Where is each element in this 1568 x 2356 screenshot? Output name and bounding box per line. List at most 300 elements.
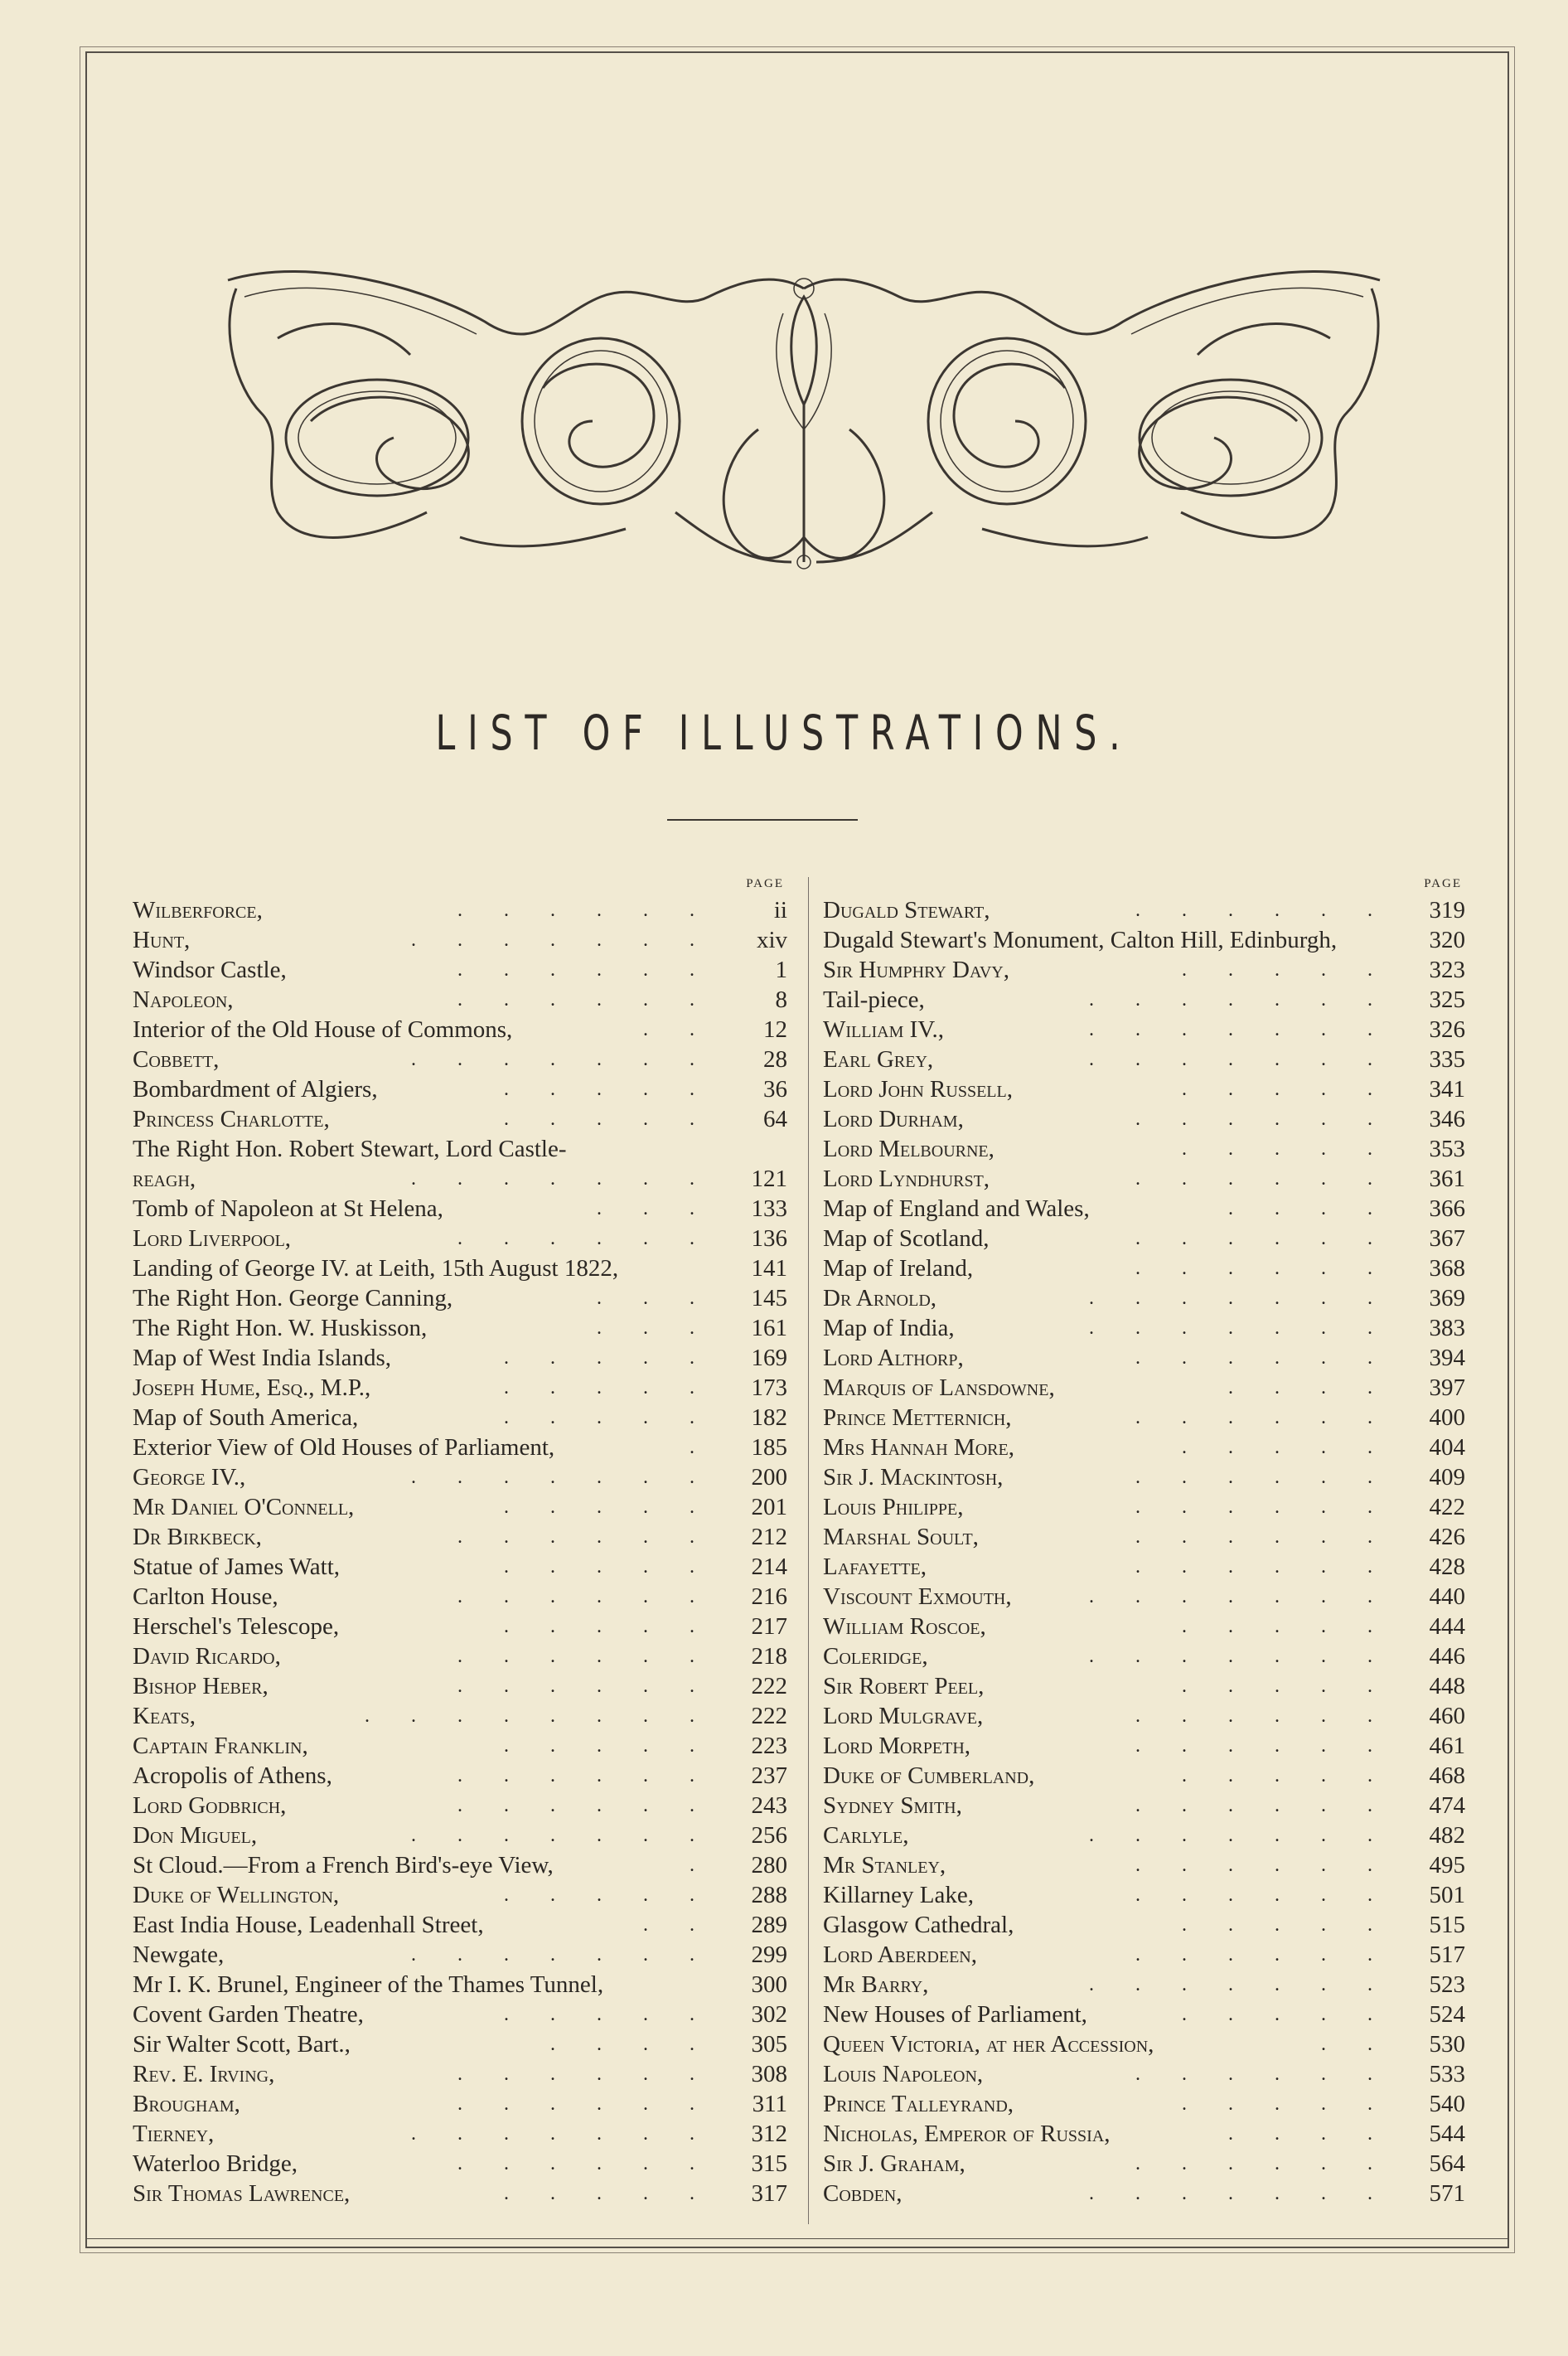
entry-title: Don Miguel, <box>133 1822 258 1849</box>
entry-title: reagh, <box>133 1166 196 1192</box>
entry-page-number: 173 <box>751 1374 787 1401</box>
illustration-entry <box>133 1224 787 1253</box>
entry-title: Mr Stanley, <box>823 1852 946 1878</box>
entry-leader-dots: . . . . . <box>1182 1616 1391 1637</box>
entry-title: Map of South America, <box>133 1404 359 1431</box>
entry-page-number: 133 <box>751 1195 787 1222</box>
illustration-entry <box>133 2179 787 2208</box>
entry-leader-dots: . . . . . . . <box>411 1049 713 1070</box>
entry-page-number: 325 <box>1429 987 1465 1013</box>
illustration-entry <box>823 1910 1465 1940</box>
illustration-entry <box>823 1761 1465 1791</box>
entry-page-number: 468 <box>1429 1762 1465 1789</box>
entry-title: Landing of George IV. at Leith, 15th August 1822, <box>133 1255 619 1282</box>
entry-leader-dots: . . <box>643 1019 713 1040</box>
entry-page-number: 145 <box>751 1285 787 1311</box>
entry-title: Lord Althorp, <box>823 1345 964 1371</box>
entry-title: Mr Daniel O'Connell, <box>133 1494 355 1520</box>
illustration-entry <box>823 1164 1465 1194</box>
page-column-header: PAGE <box>746 877 784 890</box>
illustration-entry <box>133 2000 787 2029</box>
entry-title: Windsor Castle, <box>133 957 287 983</box>
illustration-entry <box>823 1552 1465 1582</box>
illustration-entry <box>823 1313 1465 1343</box>
illustration-entry <box>133 1403 787 1433</box>
entry-title: Joseph Hume, Esq., M.P., <box>133 1374 371 1401</box>
entry-page-number: 501 <box>1429 1882 1465 1908</box>
entry-title: Covent Garden Theatre, <box>133 2001 364 2028</box>
entry-leader-dots: . . . . . . . <box>1089 1974 1391 1995</box>
entry-page-number: 319 <box>1429 897 1465 923</box>
entry-page-number: 533 <box>1429 2061 1465 2087</box>
entry-leader-dots: . . . . . . . <box>411 1168 713 1190</box>
entry-page-number: 237 <box>751 1762 787 1789</box>
entry-leader-dots: . . . . . . . . <box>365 1705 713 1727</box>
entry-page-number: 383 <box>1429 1315 1465 1341</box>
illustration-entry <box>133 1970 787 2000</box>
entry-title: Dugald Stewart, <box>823 897 990 923</box>
illustration-entry <box>823 1283 1465 1313</box>
entry-page-number: 141 <box>751 1255 787 1282</box>
entry-title: Marquis of Lansdowne, <box>823 1374 1055 1401</box>
entry-leader-dots: . . . . . <box>1182 1914 1391 1936</box>
illustration-entry <box>823 1403 1465 1433</box>
entry-leader-dots: . . . . . <box>1182 1675 1391 1697</box>
illustration-entry <box>823 1970 1465 2000</box>
illustration-entry <box>133 1940 787 1970</box>
entry-leader-dots: . . . . . . . <box>1089 1646 1391 1667</box>
illustration-entry <box>823 1074 1465 1104</box>
entry-page-number: 515 <box>1429 1912 1465 1938</box>
illustration-entry <box>823 2179 1465 2208</box>
entry-title: Cobbett, <box>133 1046 220 1073</box>
entry-page-number: 368 <box>1429 1255 1465 1282</box>
entry-leader-dots: . . . . . <box>1182 1765 1391 1786</box>
entry-page-number: 369 <box>1429 1285 1465 1311</box>
entry-page-number: 121 <box>751 1166 787 1192</box>
entry-title: New Houses of Parliament, <box>823 2001 1087 2028</box>
entry-leader-dots: . . . . . . <box>1135 1884 1391 1906</box>
illustration-entry <box>823 925 1465 955</box>
illustration-entry <box>133 1641 787 1671</box>
illustration-entry <box>133 1164 787 1194</box>
entry-leader-dots: . . . . . . <box>457 1228 713 1249</box>
illustration-entry <box>823 985 1465 1015</box>
entry-page-number: 8 <box>775 987 787 1013</box>
entry-page-number: 136 <box>751 1225 787 1252</box>
illustration-entry <box>133 2029 787 2059</box>
entry-leader-dots: . . . . . . . <box>1089 1019 1391 1040</box>
illustration-entry <box>823 1582 1465 1612</box>
entry-title: Louis Philippe, <box>823 1494 964 1520</box>
entry-leader-dots: . . . . . . . <box>1089 1287 1391 1309</box>
entry-page-number: 182 <box>751 1404 787 1431</box>
illustration-entry <box>133 1433 787 1462</box>
illustration-entry <box>823 1045 1465 1074</box>
entry-page-number: 428 <box>1429 1554 1465 1580</box>
column-divider <box>808 877 809 2224</box>
entry-page-number: 305 <box>751 2031 787 2058</box>
entry-leader-dots: . . . . . . <box>457 1795 713 1816</box>
entry-title: William Roscoe, <box>823 1613 986 1640</box>
illustration-entry <box>823 1253 1465 1283</box>
entry-leader-dots: . . . . . . <box>1135 1108 1391 1130</box>
entry-leader-dots: . . . . . . <box>457 2153 713 2174</box>
entry-leader-dots: . . . <box>597 1198 713 1219</box>
entry-title: Wilberforce, <box>133 897 263 923</box>
entry-leader-dots: . . . . . <box>504 1616 713 1637</box>
entry-title: Captain Franklin, <box>133 1733 308 1759</box>
entry-title: Sydney Smith, <box>823 1792 962 1819</box>
page-title: LIST OF ILLUSTRATIONS. <box>435 705 1133 761</box>
entry-leader-dots: . . . . . . . <box>411 929 713 951</box>
entry-leader-dots: . . . . . . <box>1135 1526 1391 1548</box>
entry-title: Herschel's Telescope, <box>133 1613 340 1640</box>
illustration-entry <box>133 2089 787 2119</box>
right-entry-list <box>823 895 1465 2208</box>
entry-leader-dots: . . . <box>597 1317 713 1339</box>
illustration-entry <box>133 1552 787 1582</box>
entry-leader-dots: . . . . . <box>504 1347 713 1369</box>
entry-title: Glasgow Cathedral, <box>823 1912 1014 1938</box>
entry-title: Map of England and Wales, <box>823 1195 1090 1222</box>
entry-page-number: 317 <box>751 2180 787 2207</box>
entry-leader-dots: . . <box>1321 2034 1391 2055</box>
illustration-entry <box>133 1612 787 1641</box>
entry-page-number: 564 <box>1429 2150 1465 2177</box>
illustration-entry <box>823 2149 1465 2179</box>
illustration-entry <box>823 1522 1465 1552</box>
entry-title: Map of India, <box>823 1315 955 1341</box>
illustration-entry <box>823 2089 1465 2119</box>
entry-title: Marshal Soult, <box>823 1524 979 1550</box>
entry-page-number: 400 <box>1429 1404 1465 1431</box>
entry-page-number: 212 <box>751 1524 787 1550</box>
illustration-entry <box>823 1820 1465 1850</box>
entry-leader-dots: . . . . . <box>504 1108 713 1130</box>
entry-leader-dots: . . . . . <box>1182 2004 1391 2025</box>
entry-page-number: 446 <box>1429 1643 1465 1670</box>
entry-title: Exterior View of Old Houses of Parliament, <box>133 1434 555 1461</box>
entry-leader-dots: . . . . . . <box>1135 1258 1391 1279</box>
entry-title: Prince Metternich, <box>823 1404 1012 1431</box>
entry-title: Prince Talleyrand, <box>823 2091 1014 2117</box>
illustration-entry <box>133 1791 787 1820</box>
entry-page-number: 315 <box>751 2150 787 2177</box>
entry-page-number: 256 <box>751 1822 787 1849</box>
illustration-entry <box>823 1224 1465 1253</box>
entry-leader-dots: . . . . . . <box>1135 1735 1391 1757</box>
illustration-entry <box>823 2029 1465 2059</box>
entry-leader-dots: . . . . . . <box>1135 899 1391 921</box>
entry-leader-dots: . . . . . . <box>457 1675 713 1697</box>
entry-page-number: xiv <box>756 927 787 953</box>
illustration-entry <box>823 1850 1465 1880</box>
entry-leader-dots: . . . . . . . <box>411 1944 713 1966</box>
entry-leader-dots: . . . . . . <box>457 1526 713 1548</box>
illustration-entry <box>133 1104 787 1134</box>
entry-title: Brougham, <box>133 2091 240 2117</box>
entry-leader-dots: . . . . . . <box>1135 1168 1391 1190</box>
entry-title: Newgate, <box>133 1942 225 1968</box>
entry-leader-dots: . . . . <box>550 2034 713 2055</box>
entry-title: The Right Hon. W. Huskisson, <box>133 1315 428 1341</box>
entry-page-number: 440 <box>1429 1583 1465 1610</box>
illustration-entry <box>133 1492 787 1522</box>
entry-leader-dots: . . . . <box>1228 2123 1391 2145</box>
illustration-entry <box>823 1880 1465 1910</box>
entry-leader-dots: . . . . . <box>504 1496 713 1518</box>
entry-title: David Ricardo, <box>133 1643 281 1670</box>
illustration-entry <box>823 1462 1465 1492</box>
entry-page-number: 448 <box>1429 1673 1465 1699</box>
entry-leader-dots: . . . . . <box>1182 2093 1391 2115</box>
entry-title: Carlyle, <box>823 1822 909 1849</box>
entry-page-number: 409 <box>1429 1464 1465 1491</box>
entry-title: Map of Ireland, <box>823 1255 974 1282</box>
entry-title: Acropolis of Athens, <box>133 1762 332 1789</box>
illustration-entry <box>133 1910 787 1940</box>
illustration-entry <box>133 1850 787 1880</box>
entry-leader-dots: . . . . . . <box>457 899 713 921</box>
entry-page-number: 12 <box>763 1016 787 1043</box>
illustration-entry <box>823 2000 1465 2029</box>
entry-page-number: ii <box>773 897 787 923</box>
illustration-entry <box>133 895 787 925</box>
entry-page-number: 544 <box>1429 2121 1465 2147</box>
entry-page-number: 280 <box>751 1852 787 1878</box>
entry-leader-dots: . . . . . <box>504 2004 713 2025</box>
entry-page-number: 444 <box>1429 1613 1465 1640</box>
entry-leader-dots: . . . . . . . <box>1089 1586 1391 1607</box>
entry-page-number: 367 <box>1429 1225 1465 1252</box>
entry-page-number: 64 <box>763 1106 787 1132</box>
entry-title: Duke of Wellington, <box>133 1882 340 1908</box>
entry-leader-dots: . . . . . . <box>1135 1556 1391 1578</box>
illustration-entry <box>823 1641 1465 1671</box>
entry-page-number: 218 <box>751 1643 787 1670</box>
entry-page-number: 540 <box>1429 2091 1465 2117</box>
entry-title: Dugald Stewart's Monument, Calton Hill, Edinburgh, <box>823 927 1338 953</box>
entry-title: Louis Napoleon, <box>823 2061 984 2087</box>
entry-title: Bishop Heber, <box>133 1673 269 1699</box>
entry-page-number: 426 <box>1429 1524 1465 1550</box>
entry-page-number: 461 <box>1429 1733 1465 1759</box>
entry-title: Lord Durham, <box>823 1106 964 1132</box>
entry-leader-dots: . . . . . . . <box>1089 1317 1391 1339</box>
illustration-entry <box>823 1015 1465 1045</box>
entry-title: George IV., <box>133 1464 246 1491</box>
entry-page-number: 216 <box>751 1583 787 1610</box>
entry-leader-dots: . . . . . . <box>457 2063 713 2085</box>
decorative-headpiece <box>211 264 1396 579</box>
entry-page-number: 312 <box>751 2121 787 2147</box>
entry-title: Sir J. Graham, <box>823 2150 965 2177</box>
entry-title: Map of West India Islands, <box>133 1345 392 1371</box>
entry-title: Napoleon, <box>133 987 234 1013</box>
illustration-entry <box>823 895 1465 925</box>
illustration-entry <box>823 955 1465 985</box>
entry-page-number: 222 <box>751 1703 787 1729</box>
entry-page-number: 523 <box>1429 1971 1465 1998</box>
illustration-entry <box>823 1373 1465 1403</box>
right-column <box>823 877 1465 2208</box>
entry-page-number: 460 <box>1429 1703 1465 1729</box>
entry-page-number: 288 <box>751 1882 787 1908</box>
entry-title: Sir Humphry Davy, <box>823 957 1009 983</box>
entry-page-number: 524 <box>1429 2001 1465 2028</box>
illustration-entry <box>823 1104 1465 1134</box>
entry-title: St Cloud.—From a French Bird's-eye View, <box>133 1852 554 1878</box>
entry-title: Coleridge, <box>823 1643 928 1670</box>
entry-page-number: 341 <box>1429 1076 1465 1103</box>
entry-title: Map of Scotland, <box>823 1225 990 1252</box>
illustration-entry <box>133 2059 787 2089</box>
illustration-entry <box>133 955 787 985</box>
entry-title: Lord John Russell, <box>823 1076 1013 1103</box>
illustration-entry <box>823 2059 1465 2089</box>
entry-leader-dots: . . . . . <box>1182 1437 1391 1458</box>
entry-page-number: 243 <box>751 1792 787 1819</box>
entry-title: Earl Grey, <box>823 1046 934 1073</box>
entry-leader-dots: . . . . . . <box>457 1646 713 1667</box>
entry-title: Carlton House, <box>133 1583 278 1610</box>
entry-leader-dots: . . . <box>597 1287 713 1309</box>
entry-page-number: 361 <box>1429 1166 1465 1192</box>
entry-page-number: 185 <box>751 1434 787 1461</box>
entry-page-number: 200 <box>751 1464 787 1491</box>
entry-title: Nicholas, Emperor of Russia, <box>823 2121 1111 2147</box>
entry-title: Lord Mulgrave, <box>823 1703 984 1729</box>
entry-page-number: 302 <box>751 2001 787 2028</box>
entry-title: Tierney, <box>133 2121 215 2147</box>
entry-title: Dr Birkbeck, <box>133 1524 262 1550</box>
entry-page-number: 169 <box>751 1345 787 1371</box>
illustration-entry <box>823 1492 1465 1522</box>
entry-leader-dots: . . . . . . <box>1135 1944 1391 1966</box>
entry-leader-dots: . . . . <box>1228 1198 1391 1219</box>
entry-leader-dots: . . . . . . <box>457 2093 713 2115</box>
entry-leader-dots: . . . . . . <box>1135 1496 1391 1518</box>
illustration-entry <box>133 1074 787 1104</box>
entry-page-number: 326 <box>1429 1016 1465 1043</box>
entry-page-number: 289 <box>751 1912 787 1938</box>
entry-page-number: 335 <box>1429 1046 1465 1073</box>
entry-page-number: 201 <box>751 1494 787 1520</box>
entry-title: Princess Charlotte, <box>133 1106 330 1132</box>
illustration-entry <box>133 925 787 955</box>
entry-page-number: 217 <box>751 1613 787 1640</box>
illustration-entry <box>133 1015 787 1045</box>
entry-page-number: 299 <box>751 1942 787 1968</box>
entry-title: Mrs Hannah More, <box>823 1434 1014 1461</box>
entry-title: Killarney Lake, <box>823 1882 974 1908</box>
entry-leader-dots: . . . . . . . <box>411 1825 713 1846</box>
entry-title: Sir Walter Scott, Bart., <box>133 2031 351 2058</box>
entry-title: Keats, <box>133 1703 196 1729</box>
left-entry-list <box>133 895 787 2208</box>
entry-page-number: 394 <box>1429 1345 1465 1371</box>
entry-title: Lord Godbrich, <box>133 1792 287 1819</box>
entry-title: East India House, Leadenhall Street, <box>133 1912 484 1938</box>
entry-leader-dots: . . . . . . <box>1135 1705 1391 1727</box>
illustration-entry <box>823 1433 1465 1462</box>
entry-page-number: 397 <box>1429 1374 1465 1401</box>
entry-page-number: 222 <box>751 1673 787 1699</box>
entry-leader-dots: . . . . . . <box>1135 1347 1391 1369</box>
entry-title: William IV., <box>823 1016 944 1043</box>
illustration-entry <box>823 1612 1465 1641</box>
illustration-entry <box>133 1134 787 1164</box>
entry-leader-dots: . . . . . <box>504 2183 713 2204</box>
entry-title: Sir J. Mackintosh, <box>823 1464 1004 1491</box>
entry-page-number: 474 <box>1429 1792 1465 1819</box>
illustration-entry <box>823 1791 1465 1820</box>
entry-page-number: 517 <box>1429 1942 1465 1968</box>
entry-leader-dots: . . . . . . . <box>1089 1825 1391 1846</box>
entry-title: Lord Morpeth, <box>823 1733 971 1759</box>
entry-leader-dots: . . . . . . <box>457 989 713 1011</box>
entry-title: Sir Thomas Lawrence, <box>133 2180 351 2207</box>
entry-leader-dots: . . . . . <box>504 1407 713 1428</box>
entry-leader-dots: . . . . . . . <box>1089 2183 1391 2204</box>
entry-page-number: 366 <box>1429 1195 1465 1222</box>
illustration-entry <box>823 1343 1465 1373</box>
entry-leader-dots: . . . . . <box>504 1884 713 1906</box>
entry-title: Queen Victoria, at her Accession, <box>823 2031 1154 2058</box>
entry-title: Waterloo Bridge, <box>133 2150 298 2177</box>
entry-title: Sir Robert Peel, <box>823 1673 985 1699</box>
entry-page-number: 353 <box>1429 1136 1465 1162</box>
entry-page-number: 1 <box>775 957 787 983</box>
entry-title: Mr I. K. Brunel, Engineer of the Thames Tunnel, <box>133 1971 604 1998</box>
entry-leader-dots: . . . . . . . <box>1089 1049 1391 1070</box>
entry-leader-dots: . . . . . . <box>1135 1795 1391 1816</box>
entry-title: Lord Melbourne, <box>823 1136 995 1162</box>
illustration-entry <box>823 1671 1465 1701</box>
entry-page-number: 161 <box>751 1315 787 1341</box>
entry-title: Dr Arnold, <box>823 1285 937 1311</box>
entry-title: Cobden, <box>823 2180 903 2207</box>
entry-title: Tomb of Napoleon at St Helena, <box>133 1195 443 1222</box>
illustration-entry <box>133 1462 787 1492</box>
illustration-entry <box>133 1880 787 1910</box>
entry-leader-dots: . . . . . . <box>1135 1466 1391 1488</box>
entry-page-number: 323 <box>1429 957 1465 983</box>
entry-page-number: 28 <box>763 1046 787 1073</box>
illustration-entry <box>133 1731 787 1761</box>
entry-page-number: 571 <box>1429 2180 1465 2207</box>
entry-page-number: 308 <box>751 2061 787 2087</box>
entry-title: Hunt, <box>133 927 191 953</box>
illustration-entry <box>133 1671 787 1701</box>
entry-title: Bombardment of Algiers, <box>133 1076 378 1103</box>
entry-page-number: 311 <box>752 2091 787 2117</box>
illustration-entry <box>133 1373 787 1403</box>
entry-leader-dots: . . . . . . <box>1135 1228 1391 1249</box>
entry-title: Lord Liverpool, <box>133 1225 292 1252</box>
entry-leader-dots: . . . . . <box>504 1079 713 1100</box>
illustration-entry <box>823 1701 1465 1731</box>
illustration-entry <box>133 1820 787 1850</box>
entry-title: Lord Lyndhurst, <box>823 1166 990 1192</box>
illustration-entry <box>133 1761 787 1791</box>
entry-leader-dots: . . . . . <box>504 1735 713 1757</box>
illustration-entry <box>823 1194 1465 1224</box>
entry-leader-dots: . . . . . . <box>457 1586 713 1607</box>
entry-title: Viscount Exmouth, <box>823 1583 1012 1610</box>
illustration-entry <box>133 2149 787 2179</box>
